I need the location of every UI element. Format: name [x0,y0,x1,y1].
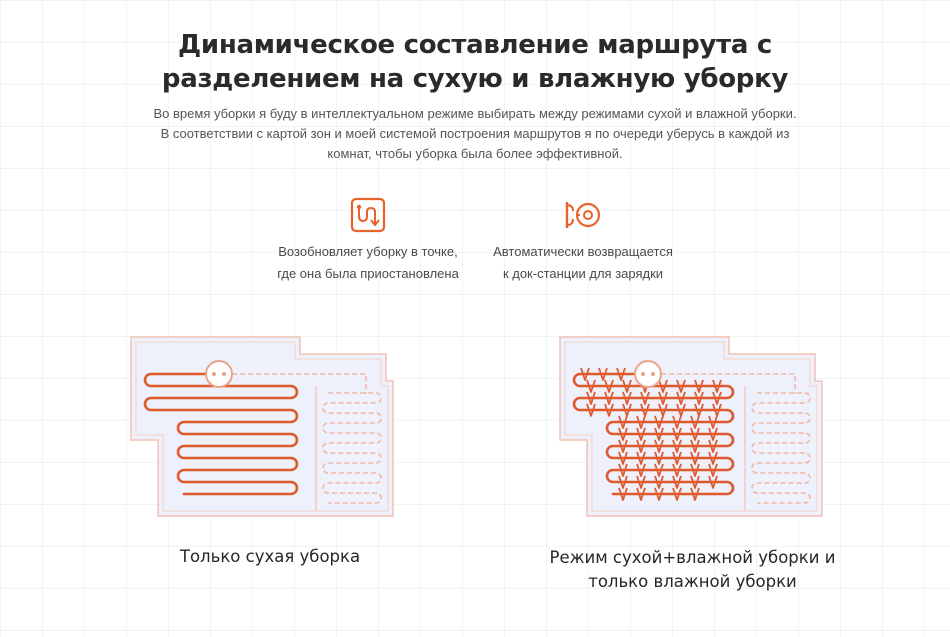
page-title-line-2: разделением на сухую и влажную уборку [161,64,789,94]
page-description: Во время уборки я буду в интеллектуальном режиме выбирать между режимами сухой и влажной уборки. В соответствии с картой зон и моей системой построения маршрутов я по очереди уберусь в каждой из комнат, чтобы уборка была более эффективной. [153,106,797,161]
feature-resume-cleaning-line-2: где она была приостановлена [277,266,459,281]
return-to-dock-icon [563,195,603,235]
robot-vacuum-icon [635,361,661,387]
map-dry-only [128,330,408,525]
feature-return-to-dock-line-2: к док-станции для зарядки [502,266,664,281]
caption-dry-only-line-1: Только сухая уборка [179,547,361,566]
room-outline [131,337,393,516]
page-title [0,28,950,96]
caption-dry-wet-line-1: Режим сухой+влажной уборки и [549,548,836,567]
caption-dry-only [120,545,420,569]
robot-vacuum-icon [206,361,232,387]
feature-resume-cleaning-line-1: Возобновляет уборку в точке, [278,244,458,259]
feature-resume-cleaning [253,195,483,285]
caption-dry-wet [520,546,865,594]
feature-return-to-dock-text [468,241,698,285]
feature-resume-cleaning-text [253,241,483,285]
caption-dry-wet-line-2: только влажной уборки [588,572,797,591]
map-dry-wet [557,330,837,525]
resume-cleaning-icon [348,195,388,235]
feature-return-to-dock [468,195,698,285]
feature-return-to-dock-line-1: Автоматически возвращается [493,244,673,259]
page-title-line-1: Динамическое составление маршрута с [178,30,772,60]
